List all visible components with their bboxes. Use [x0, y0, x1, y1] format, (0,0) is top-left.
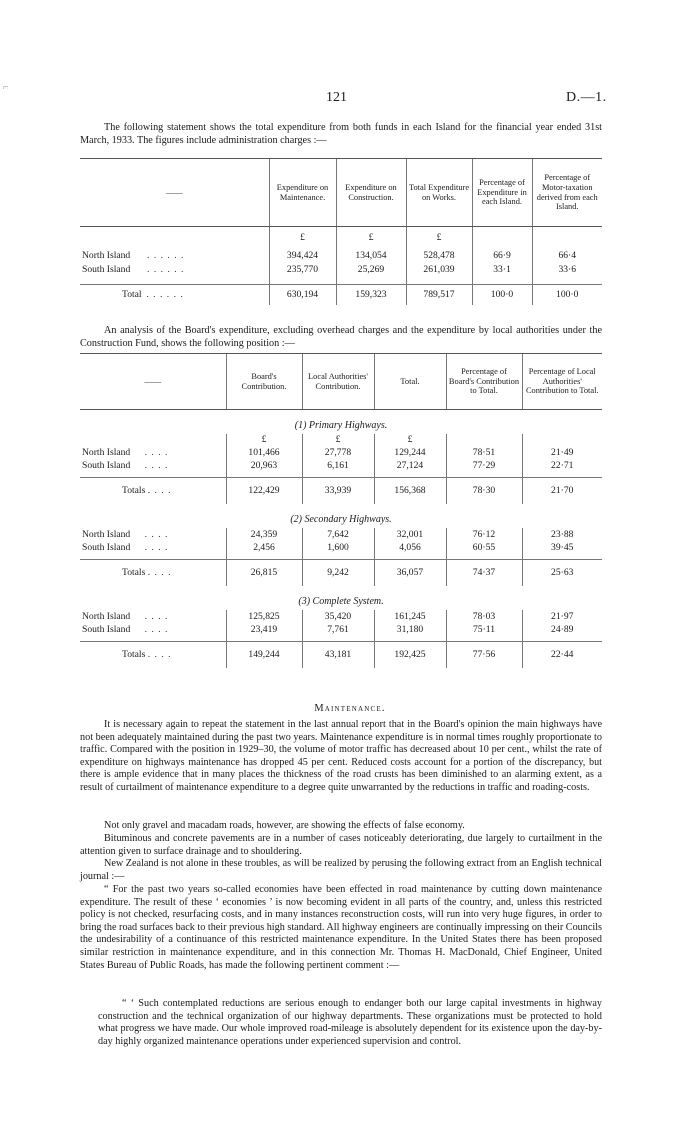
t1-currency-2: £: [336, 227, 406, 249]
t2-total-cell: 77·56: [446, 642, 522, 668]
t2-cell: 21·49: [522, 446, 602, 459]
t2-total-cell: 156,368: [374, 478, 446, 504]
t1-header-pct-expenditure: Percentage of Expenditure in each Island.: [472, 159, 532, 227]
table-row: [80, 249, 602, 263]
section-title: (2) Secondary Highways.: [290, 514, 392, 525]
table-row: [80, 528, 602, 541]
t2-currency: £: [302, 434, 374, 446]
t1-cell: 66·4: [532, 249, 602, 263]
t2-total-cell: 9,242: [302, 560, 374, 586]
t2-cell: 2,456: [226, 541, 302, 554]
t2-cell: 31,180: [374, 623, 446, 636]
t2-total-cell: 78·30: [446, 478, 522, 504]
section-title-row: [80, 586, 602, 610]
table-row: [80, 610, 602, 623]
t2-row-label: South Island: [82, 459, 131, 471]
t1-cell: 394,424: [269, 249, 336, 263]
t2-total-cell: 21·70: [522, 478, 602, 504]
table-total-row: [80, 560, 602, 586]
section-title: (1) Primary Highways.: [294, 420, 388, 432]
t1-total-cell: 159,323: [336, 285, 406, 305]
t1-cell: 33·6: [532, 263, 602, 277]
t2-row-dots: . . . .: [144, 446, 169, 458]
t2-currency: £: [226, 434, 302, 446]
t2-row-dots: . . . .: [147, 649, 172, 661]
t1-total-label: Total: [122, 289, 142, 301]
t1-cell: 235,770: [269, 263, 336, 277]
t2-cell: 101,466: [226, 446, 302, 459]
t1-header-maintenance: Expenditure on Maintenance.: [269, 159, 336, 227]
t1-total-cell: 100·0: [472, 285, 532, 305]
t2-cell: 24·89: [522, 623, 602, 636]
t2-cell: 6,161: [302, 459, 374, 472]
t1-header-total: Total Expenditure on Works.: [406, 159, 472, 227]
t1-cell: 528,478: [406, 249, 472, 263]
t2-header-pct-local: Percentage of Local Authorities' Contribution to Total.: [522, 354, 602, 410]
t2-total-cell: 22·44: [522, 642, 602, 668]
journal-quote: “ For the past two years so-called economies have been effected in road maintenance by cutting down maintenance expenditure. The result of these ‘ economies ’ is now becoming evident in all parts of the country, and, unless this restricted policy is not checked, resurfacing costs, and in many instances reconstruction costs, will run into very huge figures, in order to bring the road surfaces back to their previous high standard. All highway engineers are continually impressing on their Councils the undesirability of a continuance of this restricted maintenance expenditure. In the United States there has been proposed similar restriction in maintenance expenditure, and in this connection Mr. Thomas H. MacDonald, Chief Engineer, United States Bureau of Public Roads, has made the following pertinent comment :—: [80, 884, 602, 971]
t2-cell: 24,359: [226, 528, 302, 541]
t2-row-label: North Island: [82, 610, 131, 622]
t1-cell: 261,039: [406, 263, 472, 277]
t1-row-dots: . . . . . .: [147, 250, 185, 261]
t2-cell: 161,245: [374, 610, 446, 623]
t2-cell: 75·11: [446, 623, 522, 636]
t2-cell: 20,963: [226, 459, 302, 472]
section-title-row: [80, 504, 602, 528]
table-total-row: [80, 285, 602, 305]
t2-cell: 60·55: [446, 541, 522, 554]
t1-currency-1: £: [269, 227, 336, 249]
intro-paragraph-2: An analysis of the Board's expenditure, excluding overhead charges and the expenditure by local authorities under the Construction Fund, shows the following position :—: [80, 325, 602, 349]
t2-cell: 23·88: [522, 528, 602, 541]
t1-cell: 25,269: [336, 263, 406, 277]
t2-cell: 1,600: [302, 541, 374, 554]
t2-total-label: Totals: [122, 485, 146, 497]
section-title: (3) Complete System.: [298, 596, 384, 607]
maintenance-paragraph-4: New Zealand is not alone in these troubles, as will be realized by perusing the following extract from an English technical journal :—: [80, 858, 602, 882]
t2-total-cell: 43,181: [302, 642, 374, 668]
t2-total-cell: 36,057: [374, 560, 446, 586]
table-row: [80, 263, 602, 277]
t2-total-cell: 25·63: [522, 560, 602, 586]
section-title-row: [80, 410, 602, 434]
t1-header-pct-taxation: Percentage of Motor-taxation derived from each Island.: [532, 159, 602, 227]
t2-header-local: Local Authorities' Contribution.: [302, 354, 374, 410]
t2-cell: 76·12: [446, 528, 522, 541]
t2-total-cell: 192,425: [374, 642, 446, 668]
t1-cell: 33·1: [472, 263, 532, 277]
maintenance-paragraph-2: Not only gravel and macadam roads, however, are showing the effects of false economy.: [104, 820, 465, 831]
t2-row-dots: . . . .: [147, 485, 172, 497]
t2-cell: 39·45: [522, 541, 602, 554]
t2-total-cell: 122,429: [226, 478, 302, 504]
document-reference: D.—1.: [566, 90, 607, 105]
t2-cell: 21·97: [522, 610, 602, 623]
t2-row-label: South Island: [82, 623, 131, 635]
t1-total-cell: 100·0: [532, 285, 602, 305]
t2-header-total: Total.: [374, 354, 446, 410]
t2-cell: 78·51: [446, 446, 522, 459]
maintenance-paragraph-1: It is necessary again to repeat the statement in the last annual report that in the Board's opinion the main highways have not been adequately maintained during the past two years. Maintenance expenditure is in normal times roughly proportionate to traffic. Compared with the position in 1929–30, the volume of motor traffic has decreased about 10 per cent., whilst the rate of expenditure on highways maintenance has dropped 45 per cent. Reduced costs account for a portion of the discrepancy, but there is ample evidence that in many places the thickness of the road crusts has been diminished to an alarming extent, as a result of curtailment of maintenance expenditure to a degree quite unwarranted by the reductions in traffic and roading-costs.: [80, 719, 602, 793]
t2-cell: 78·03: [446, 610, 522, 623]
t1-header-construction: Expenditure on Construction.: [336, 159, 406, 227]
t1-cell: 134,054: [336, 249, 406, 263]
margin-mark: ⌐: [3, 82, 9, 93]
t2-total-cell: 33,939: [302, 478, 374, 504]
t2-row-label: South Island: [82, 541, 131, 553]
t2-row-dots: . . . .: [144, 541, 169, 553]
table-row: [80, 623, 602, 636]
t2-cell: 129,244: [374, 446, 446, 459]
intro-paragraph-1: The following statement shows the total expenditure from both funds in each Island for the financial year ended 31st March, 1933. The figures include administration charges :—: [80, 122, 602, 146]
table-row: [80, 541, 602, 554]
t2-row-dots: . . . .: [144, 528, 169, 540]
macdonald-quote: “ ‘ Such contemplated reductions are serious enough to endanger both our large capital investments in highway construction and the technical organization of our highway departments. These organizations must be protected to hold what progress we have made. Our whole improved road-mileage is absolutely dependent for its existence upon the day-by-day highly organized maintenance operations under experienced supervision and control.: [98, 998, 602, 1047]
t2-row-dots: . . . .: [144, 623, 169, 635]
t2-cell: 32,001: [374, 528, 446, 541]
t2-cell: 7,642: [302, 528, 374, 541]
t2-row-dots: . . . .: [147, 567, 172, 579]
t2-cell: 22·71: [522, 459, 602, 472]
table-total-row: [80, 642, 602, 668]
t2-cell: 27,778: [302, 446, 374, 459]
maintenance-paragraph-3: Bituminous and concrete pavements are in a number of cases noticeably deteriorating, due largely to curtailment in the attention given to surface drainage and to shouldering.: [80, 833, 602, 857]
t2-cell: 125,825: [226, 610, 302, 623]
t2-total-cell: 26,815: [226, 560, 302, 586]
t1-row-label: South Island: [82, 264, 131, 275]
board-expenditure-table: [80, 353, 602, 668]
t1-total-cell: 789,517: [406, 285, 472, 305]
page-number: 121: [326, 90, 347, 105]
t2-cell: 7,761: [302, 623, 374, 636]
t2-header-pct-board: Percentage of Board's Contribution to Total.: [446, 354, 522, 410]
t2-total-label: Totals: [122, 649, 146, 661]
t1-cell: 66·9: [472, 249, 532, 263]
t1-header-blank: ——: [80, 159, 269, 227]
t2-cell: 23,419: [226, 623, 302, 636]
table-row: [80, 459, 602, 472]
t2-row-label: North Island: [82, 446, 131, 458]
expenditure-by-island-table: [80, 158, 602, 305]
t2-total-cell: 149,244: [226, 642, 302, 668]
t2-cell: 35,420: [302, 610, 374, 623]
t2-header-blank: ——: [80, 354, 226, 410]
t2-cell: 27,124: [374, 459, 446, 472]
t2-total-cell: 74·37: [446, 560, 522, 586]
t2-cell: 4,056: [374, 541, 446, 554]
maintenance-heading: Maintenance.: [314, 703, 386, 714]
t2-total-label: Totals: [122, 567, 146, 579]
table-row: [80, 446, 602, 459]
t1-total-dots: . . . . . .: [146, 289, 184, 301]
t2-row-dots: . . . .: [144, 459, 169, 471]
table-total-row: [80, 478, 602, 504]
t2-row-dots: . . . .: [144, 610, 169, 622]
t1-row-label: North Island: [82, 250, 131, 261]
t2-currency: £: [374, 434, 446, 446]
t2-row-label: North Island: [82, 528, 131, 540]
t1-currency-3: £: [406, 227, 472, 249]
t2-header-board: Board's Contribution.: [226, 354, 302, 410]
t2-cell: 77·29: [446, 459, 522, 472]
t1-row-dots: . . . . . .: [147, 264, 185, 275]
t1-total-cell: 630,194: [269, 285, 336, 305]
